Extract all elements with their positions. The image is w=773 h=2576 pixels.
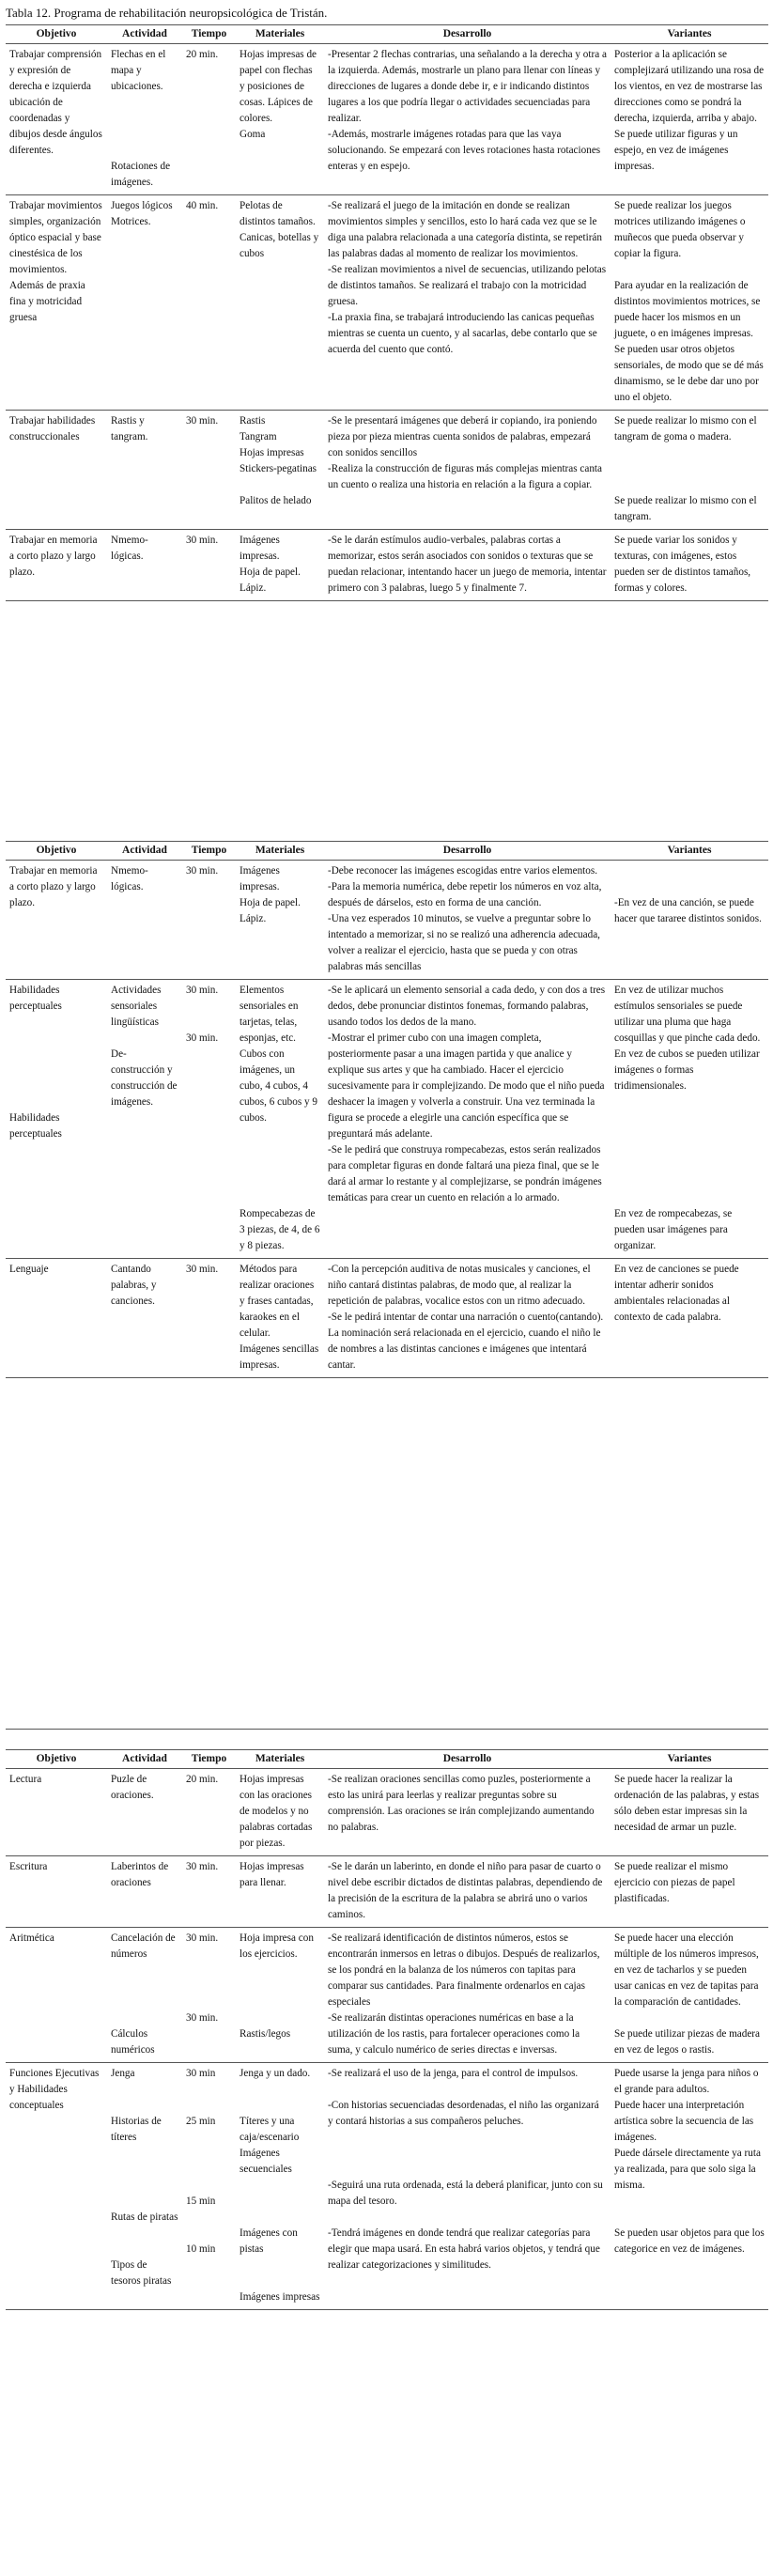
cell-materiales: Jenga y un dado. Títeres y una caja/escenario Imágenes secuenciales Imágenes con pistas Imágenes impresas <box>236 2063 324 2310</box>
cell-tiempo: 30 min. 30 min. <box>182 1928 236 2063</box>
cell-tiempo: 30 min. <box>182 411 236 530</box>
column-header-desarrollo: Desarrollo <box>324 25 611 44</box>
cell-desarrollo: -Se le presentará imágenes que deberá ir copiando, ira poniendo pieza por pieza mientras cuenta sonidos de palabras, empezará con sonidos sencillos -Realiza la construcción de figuras más complejas mientras canta un cuento o realiza una historia en relación a la figura a copiar. <box>324 411 611 530</box>
table-row <box>6 1259 768 1378</box>
cell-materiales: Hoja impresa con los ejercicios. Rastis/legos <box>236 1928 324 2063</box>
cell-objetivo: Trabajar en memoria a corto plazo y largo plazo. <box>6 861 107 980</box>
table-row <box>6 44 768 195</box>
column-header-actividad: Actividad <box>107 25 182 44</box>
header-row <box>6 25 768 44</box>
table-row <box>6 1769 768 1856</box>
cell-desarrollo: -Presentar 2 flechas contrarias, una señalando a la derecha y otra a la izquierda. Además, mostrarle un plano para llenar con líneas y direcciones de lugares a donde debe ir, e ir indicando distintos lugares a los que podría llegar o actividades secuenciadas para realizar. -Además, mostrarle imágenes rotadas para que las vaya solucionando. Se empezará con leves rotaciones hasta rotaciones enteras y en espejo. <box>324 44 611 195</box>
column-header-tiempo: Tiempo <box>182 842 236 861</box>
cell-variantes: -En vez de una canción, se puede hacer que tararee distintos sonidos. <box>611 861 768 980</box>
cell-desarrollo: -Se le darán estímulos audio-verbales, palabras cortas a memorizar, estos serán asociados con sonidos o texturas que se puedan relacionar, intentando hacer un juego de memoria, intentar primero con 3 palabras, luego 5 y finalmente 7. <box>324 530 611 601</box>
cell-actividad: Cancelación de números Cálculos numéricos <box>107 1928 182 2063</box>
cell-tiempo: 30 min 25 min 15 min 10 min <box>182 2063 236 2310</box>
cell-desarrollo: -Se realizará identificación de distintos números, estos se encontrarán inmersos en letras o dibujos. Después de realizarlos, se los pondrá en la balanza de los números con tapitas para comparar sus cantidades. Para finalmente ordenarlos en cajas especiales -Se realizarán distintas operaciones numéricas en base a la utilización de los rastis, para fortalecer operaciones como la suma, y calculo numérico de series directas e inversas. <box>324 1928 611 2063</box>
cell-materiales: Pelotas de distintos tamaños. Canicas, botellas y cubos <box>236 195 324 411</box>
rehab-table-part-1 <box>6 24 768 601</box>
section-separator <box>6 1729 768 1730</box>
cell-variantes: Se puede realizar el mismo ejercicio con piezas de papel plastificadas. <box>611 1856 768 1928</box>
cell-objetivo: Funciones Ejecutivas y Habilidades conceptuales <box>6 2063 107 2310</box>
cell-actividad: Juegos lógicos Motrices. <box>107 195 182 411</box>
cell-tiempo: 30 min. <box>182 1856 236 1928</box>
column-header-desarrollo: Desarrollo <box>324 1750 611 1769</box>
cell-actividad: Rastis y tangram. <box>107 411 182 530</box>
cell-objetivo: Lenguaje <box>6 1259 107 1378</box>
cell-objetivo: Habilidades perceptuales Habilidades perceptuales <box>6 980 107 1259</box>
column-header-objetivo: Objetivo <box>6 1750 107 1769</box>
cell-desarrollo: -Se realizará el juego de la imitación en donde se realizan movimientos simples y sencillos, esto lo hará cada vez que se le diga una palabra relacionada a una categoría distinta, se repetirán las palabras dadas al momento de realizar los movimientos. -Se realizan movimientos a nivel de secuencias, utilizando pelotas de distintos tamaños. Se realizará el trabajo con la motricidad gruesa. -La praxia fina, se trabajará introduciendo las canicas pequeñas mientras se cuenta un cuento, y al sacarlas, debe contarlo que se acuerda del cuento que contó. <box>324 195 611 411</box>
column-header-objetivo: Objetivo <box>6 842 107 861</box>
column-header-variantes: Variantes <box>611 842 768 861</box>
cell-materiales: Rastis Tangram Hojas impresas Stickers-pegatinas Palitos de helado <box>236 411 324 530</box>
cell-desarrollo: -Se realizan oraciones sencillas como puzles, posteriormente a esto las unirá para leerlas y realizar preguntas sobre su comprensión. Las oraciones se irán complejizando aumentando no palabras. <box>324 1769 611 1856</box>
cell-actividad: Jenga Historias de títeres Rutas de piratas Tipos de tesoros piratas <box>107 2063 182 2310</box>
cell-tiempo: 30 min. <box>182 530 236 601</box>
cell-objetivo: Trabajar habilidades construccionales <box>6 411 107 530</box>
column-header-tiempo: Tiempo <box>182 1750 236 1769</box>
column-header-materiales: Materiales <box>236 25 324 44</box>
column-header-variantes: Variantes <box>611 25 768 44</box>
cell-desarrollo: -Debe reconocer las imágenes escogidas entre varios elementos. -Para la memoria numérica, debe repetir los números en voz alta, después de dárselos, esto en forma de una canción. -Una vez esperados 10 minutos, se vuelve a preguntar sobre lo intentado a memorizar, si no se realizó una adherencia adecuada, volver a realizar el ejercicio, hasta que se pueda y con otras palabras más sencillas <box>324 861 611 980</box>
cell-objetivo: Trabajar en memoria a corto plazo y largo plazo. <box>6 530 107 601</box>
table-row <box>6 530 768 601</box>
cell-tiempo: 30 min. 30 min. <box>182 980 236 1259</box>
cell-materiales: Hojas impresas con las oraciones de modelos y no palabras cortadas por piezas. <box>236 1769 324 1856</box>
cell-tiempo: 20 min. <box>182 44 236 195</box>
column-header-objetivo: Objetivo <box>6 25 107 44</box>
cell-variantes: En vez de canciones se puede intentar adherir sonidos ambientales relacionadas al contexto de cada palabra. <box>611 1259 768 1378</box>
table-row <box>6 411 768 530</box>
cell-actividad: Nmemo-lógicas. <box>107 530 182 601</box>
cell-variantes: Posterior a la aplicación se complejizará utilizando una rosa de los vientos, en vez de mostrarse las direcciones como se pondrá la derecha, izquierda, arriba y abajo. Se puede utilizar figuras y un espejo, en vez de imágenes impresas. <box>611 44 768 195</box>
cell-actividad: Nmemo-lógicas. <box>107 861 182 980</box>
cell-actividad: Flechas en el mapa y ubicaciones. Rotaciones de imágenes. <box>107 44 182 195</box>
column-header-materiales: Materiales <box>236 1750 324 1769</box>
cell-tiempo: 20 min. <box>182 1769 236 1856</box>
cell-variantes: Se puede hacer la realizar la ordenación de las palabras, y estas sólo deben estar impresas sin la necesidad de armar un puzle. <box>611 1769 768 1856</box>
table-row <box>6 1928 768 2063</box>
cell-variantes: Se puede realizar los juegos motrices utilizando imágenes o muñecos que pueda observar y copiar la figura. Para ayudar en la realización de distintos movimientos motrices, se puede hacer los mismos en un juguete, o en imágenes impresas. Se pueden usar otros objetos sensoriales, de modo que se dé más dinamismo, se le debe dar uno por uno el objeto. <box>611 195 768 411</box>
column-header-actividad: Actividad <box>107 842 182 861</box>
column-header-tiempo: Tiempo <box>182 25 236 44</box>
cell-objetivo: Trabajar comprensión y expresión de derecha e izquierda ubicación de coordenadas y dibujos desde ángulos diferentes. <box>6 44 107 195</box>
table-row <box>6 1856 768 1928</box>
column-header-desarrollo: Desarrollo <box>324 842 611 861</box>
header-row <box>6 842 768 861</box>
cell-materiales: Elementos sensoriales en tarjetas, telas, esponjas, etc. Cubos con imágenes, un cubo, 4 cubos, 4 cubos, 6 cubos y 9 cubos. Rompecabezas de 3 piezas, de 4, de 6 y 8 piezas. <box>236 980 324 1259</box>
column-header-actividad: Actividad <box>107 1750 182 1769</box>
column-header-materiales: Materiales <box>236 842 324 861</box>
cell-variantes: Se puede realizar lo mismo con el tangram de goma o madera. Se puede realizar lo mismo con el tangram. <box>611 411 768 530</box>
rehab-table-part-3 <box>6 1749 768 2310</box>
cell-objetivo: Trabajar movimientos simples, organización óptico espacial y base cinestésica de los movimientos. Además de praxia fina y motricidad gruesa <box>6 195 107 411</box>
cell-objetivo: Lectura <box>6 1769 107 1856</box>
cell-objetivo: Escritura <box>6 1856 107 1928</box>
cell-tiempo: 40 min. <box>182 195 236 411</box>
table-row <box>6 861 768 980</box>
table-caption: Tabla 12. Programa de rehabilitación neuropsicológica de Tristán. <box>6 6 328 20</box>
table-row <box>6 2063 768 2310</box>
cell-variantes: Puede usarse la jenga para niños o el grande para adultos. Puede hacer una interpretación artística sobre la secuencia de las imágenes. Puede dársele directamente ya ruta ya realizada, para que solo siga la misma. Se pueden usar objetos para que los categorice en vez de imágenes. <box>611 2063 768 2310</box>
cell-materiales: Hojas impresas de papel con flechas y posiciones de cosas. Lápices de colores. Goma <box>236 44 324 195</box>
cell-materiales: Imágenes impresas. Hoja de papel. Lápiz. <box>236 530 324 601</box>
cell-actividad: Actividades sensoriales lingüísticas De-construcción y construcción de imágenes. <box>107 980 182 1259</box>
rehab-table-part-2 <box>6 841 768 1378</box>
cell-materiales: Hojas impresas para llenar. <box>236 1856 324 1928</box>
cell-variantes: En vez de utilizar muchos estímulos sensoriales se puede utilizar una pluma que haga cosquillas y que pinche cada dedo. En vez de cubos se pueden utilizar imágenes o formas tridimensionales. En vez de rompecabezas, se pueden usar imágenes para organizar. <box>611 980 768 1259</box>
cell-objetivo: Aritmética <box>6 1928 107 2063</box>
table-row <box>6 195 768 411</box>
cell-materiales: Imágenes impresas. Hoja de papel. Lápiz. <box>236 861 324 980</box>
cell-tiempo: 30 min. <box>182 861 236 980</box>
cell-materiales: Métodos para realizar oraciones y frases cantadas, karaokes en el celular. Imágenes sencillas impresas. <box>236 1259 324 1378</box>
table-row <box>6 980 768 1259</box>
cell-variantes: Se puede variar los sonidos y texturas, con imágenes, estos pueden ser de distintos tamaños, formas y colores. <box>611 530 768 601</box>
cell-actividad: Puzle de oraciones. <box>107 1769 182 1856</box>
cell-desarrollo: -Se realizará el uso de la jenga, para el control de impulsos. -Con historias secuenciadas desordenadas, el niño las organizará y contará historias a sus compañeros peluches. -Seguirá una ruta ordenada, está la deberá planificar, junto con su mapa del tesoro. -Tendrá imágenes en donde tendrá que realizar categorías para elegir que mapa usará. En esta habrá varios objetos, y tendrá que realizar categorizaciones y similitudes. <box>324 2063 611 2310</box>
cell-actividad: Cantando palabras, y canciones. <box>107 1259 182 1378</box>
cell-desarrollo: -Con la percepción auditiva de notas musicales y canciones, el niño cantará distintas palabras, de modo que, al realizar la repetición de palabras, vocalice estos con un ritmo adecuado. -Se le pedirá intentar de contar una narración o cuento(cantando). La nominación será relacionada en el ejercicio, cuando el niño le de nombres a las distintas canciones e imágenes que intentará cantar. <box>324 1259 611 1378</box>
cell-desarrollo: -Se le darán un laberinto, en donde el niño para pasar de cuarto o nivel debe escribir dictados de distintas palabras, dependiendo de la precisión de la escritura de la palabra se abrirá uno o varios caminos. <box>324 1856 611 1928</box>
cell-tiempo: 30 min. <box>182 1259 236 1378</box>
column-header-variantes: Variantes <box>611 1750 768 1769</box>
cell-actividad: Laberintos de oraciones <box>107 1856 182 1928</box>
header-row <box>6 1750 768 1769</box>
cell-desarrollo: -Se le aplicará un elemento sensorial a cada dedo, y con dos a tres dedos, debe pronunciar distintos fonemas, formando palabras, usando todos los dedos de la mano. -Mostrar el primer cubo con una imagen completa, posteriormente pasar a una imagen partida y que analice y explique sus artes y que ha cambiado. Hacer el ejercicio sucesivamente para ir complejizando. De modo que el niño pueda deshacer la imagen y volverla a construir. Una vez terminada la figura se procede a elegirle una canción específica que se preguntará más adelante. -Se le pedirá que construya rompecabezas, estos serán realizados para completar figuras en donde faltará una pieza final, que se le dará al armar lo restante y al complejizarse, se pondrán imágenes temáticas para crear un cuento en relación a lo armado. <box>324 980 611 1259</box>
cell-variantes: Se puede hacer una elección múltiple de los números impresos, en vez de tacharlos y se pueden usar canicas en vez de tapitas para la comparación de cantidades. Se puede utilizar piezas de madera en vez de legos o rastis. <box>611 1928 768 2063</box>
